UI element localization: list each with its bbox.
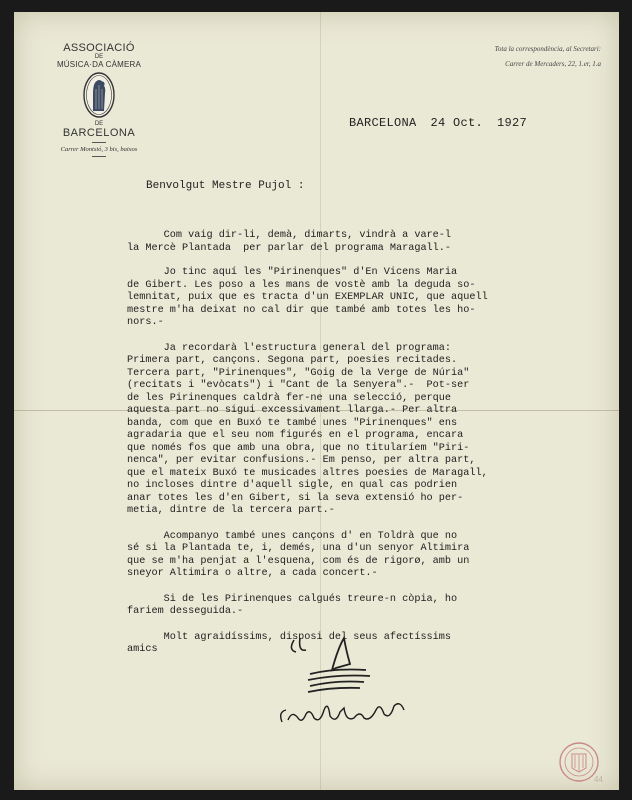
lyre-emblem-icon	[82, 71, 116, 119]
paragraph: Acompanyo també unes cançons d' en Toldrà que no sé si la Plantada te, i, demés, una d'un senyor Altimira que se m'ha penjat a l'esquena, com és de rigorø, amb un sneyor Altimira o altre, a cada concert.-	[127, 530, 470, 579]
correspondence-line2: Carrer de Mercaders, 22, 1.er, 1.a	[505, 60, 601, 68]
letterhead-de2: DE	[94, 121, 104, 127]
letterhead-city: BARCELONA	[62, 127, 136, 139]
letterhead	[44, 42, 154, 160]
paragraph: Ja recordarà l'estructura general del programa: Primera part, cançons. Segona part, poesies recitades. Tercera part, "Pirinenques", "Goig de la Verge de Núria" (recitats i "evòcats") i "Cant de la Senyera".- Pot-ser de les Pirinenques caldrà fer-ne una selecció, perque aquesta part no sigui excessivament llarga.- Per altra banda, com que en Buxó te també unes "Pirinenques" ens agradaria que el seu nom figurés en el programa, encara que només fos que amb una obra, que no titularíem "Piri- nenca", per evitar confusions.- Em penso, per altra part, que el mateix Buxó te musicades altres poesies de Maragall, no incloses dintre d'aquell sigle, en qual cas podrien anar totes les d'en Gibert, si la seva extensió ho per- metia, dintre de la tercera part.-	[127, 342, 488, 516]
date-day-month: 24 Oct.	[430, 116, 484, 130]
letterhead-line1: ASSOCIACIÓ	[63, 42, 135, 54]
correspondence-note	[495, 42, 601, 72]
letterhead-divider	[92, 142, 106, 143]
correspondence-line1: Tota la correspondència, al Secretari:	[494, 45, 601, 53]
letterhead-de1: DE	[94, 54, 104, 60]
letterhead-address: Carrer Montsió, 3 bis, baixos	[60, 146, 138, 153]
greeting: Benvolgut Mestre Pujol :	[146, 180, 305, 192]
letterhead-divider-bottom	[92, 156, 106, 157]
letter-date	[349, 116, 527, 130]
letter-body	[127, 230, 547, 670]
date-place: BARCELONA	[349, 116, 417, 130]
paragraph: Com vaig dir-li, demà, dimarts, vindrà a vare-l la Mercè Plantada per parlar del programa Maragall.-	[127, 230, 452, 254]
handwritten-signature	[274, 630, 424, 730]
date-year: 1927	[497, 116, 528, 130]
paragraph: Jo tinc aquí les "Pirinenques" d'En Vicens Maria de Gibert. Les poso a les mans de vostè amb la deguda so- lemnitat, puix que es tracta d'un EXEMPLAR UNIC, que aquell mestre m'ha deixat no cal dir que també amb totes les ho- nors.-	[127, 267, 488, 328]
letter-page	[14, 12, 619, 790]
letterhead-line2: MÚSICA·DA CÀMERA	[56, 60, 142, 69]
paragraph: Si de les Pirinenques calgués treure-n còpia, ho fariem desseguida.-	[127, 593, 458, 617]
archive-stamp-seal	[554, 740, 610, 786]
svg-text:44: 44	[594, 775, 603, 784]
paragraph: Molt agraidíssims, disposi del seus afectíssims amics	[127, 631, 452, 655]
